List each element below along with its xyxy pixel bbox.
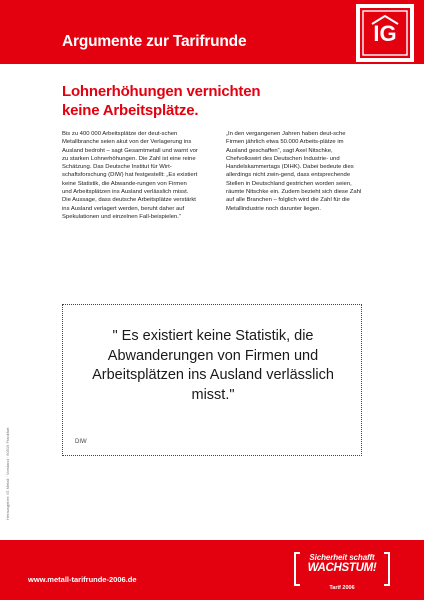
- article-left-column: Bis zu 400 000 Arbeitsplätze der deut-schen Metallbranche seien akut von der Verlagerung ins Ausland bedroht – sagt Gesamtmetall und warnt vor zu starken Lohnerhöhungen. Die Zahl ist eine reine Schätzung. Das Deutsche Institut für Wirt-schaftsforschung (DIW) hat festgestellt: „Es existiert keine Statistik, die Abwande-rungen von Firmen und Arbeitsplätzen ins Ausland verlässlich misst. Die Aussage, dass deutsche Arbeitsplätze verstärkt ins Ausland verlagert werden, beruht daher auf Spekulationen und einzelnen Fall-beispielen.“: [62, 131, 198, 220]
- quote-box: [62, 304, 362, 456]
- article-right-column: „In den vergangenen Jahren haben deut-sche Firmen jährlich etwa 50.000 Arbeits-plätze im Ausland geschaffen“, sagt Axel Nitschke, Chefvolkswirt des Deutschen Industrie- und Handelskammertags (DIHK). Dabei bedeute dies allerdings nicht zwin-gend, dass entsprechende Stellen in Deutschland gestrichen worden seien, räumte Nitschke ein. Zudem bezieht sich diese Zahl auf alle Branchen – folglich wird die Zahl für die Metallindustrie noch darunter liegen.: [226, 131, 362, 212]
- imprint-text: Herausgeber: IG Metall · Vorstand · 60519 Frankfurt: [5, 427, 10, 520]
- logo-text: IG: [373, 21, 397, 46]
- slogan-bracket-right: [384, 552, 390, 586]
- footer-url: www.metall-tarifrunde-2006.de: [28, 575, 137, 584]
- header-title: Argumente zur Tarifrunde: [62, 33, 247, 50]
- quote-text: " Es existiert keine Statistik, die Abwanderungen von Firmen und Arbeitsplätzen ins Ausland verlässlich misst.": [92, 328, 334, 403]
- article-headline: [62, 82, 260, 120]
- slogan-line-3: Tarif 2006: [329, 585, 355, 591]
- slogan-line-2: WACHSTUM!: [307, 562, 377, 574]
- quote-source: DIW: [75, 439, 87, 445]
- headline-line-2: keine Arbeitsplätze.: [62, 102, 199, 119]
- headline-line-1: Lohnerhöhungen vernichten: [62, 83, 261, 100]
- slogan-line-1: Sicherheit schafft: [309, 553, 375, 562]
- header-bar: [0, 0, 424, 64]
- campaign-slogan: [294, 548, 390, 594]
- footer-bar: [0, 540, 424, 600]
- ig-metall-logo: [356, 4, 414, 62]
